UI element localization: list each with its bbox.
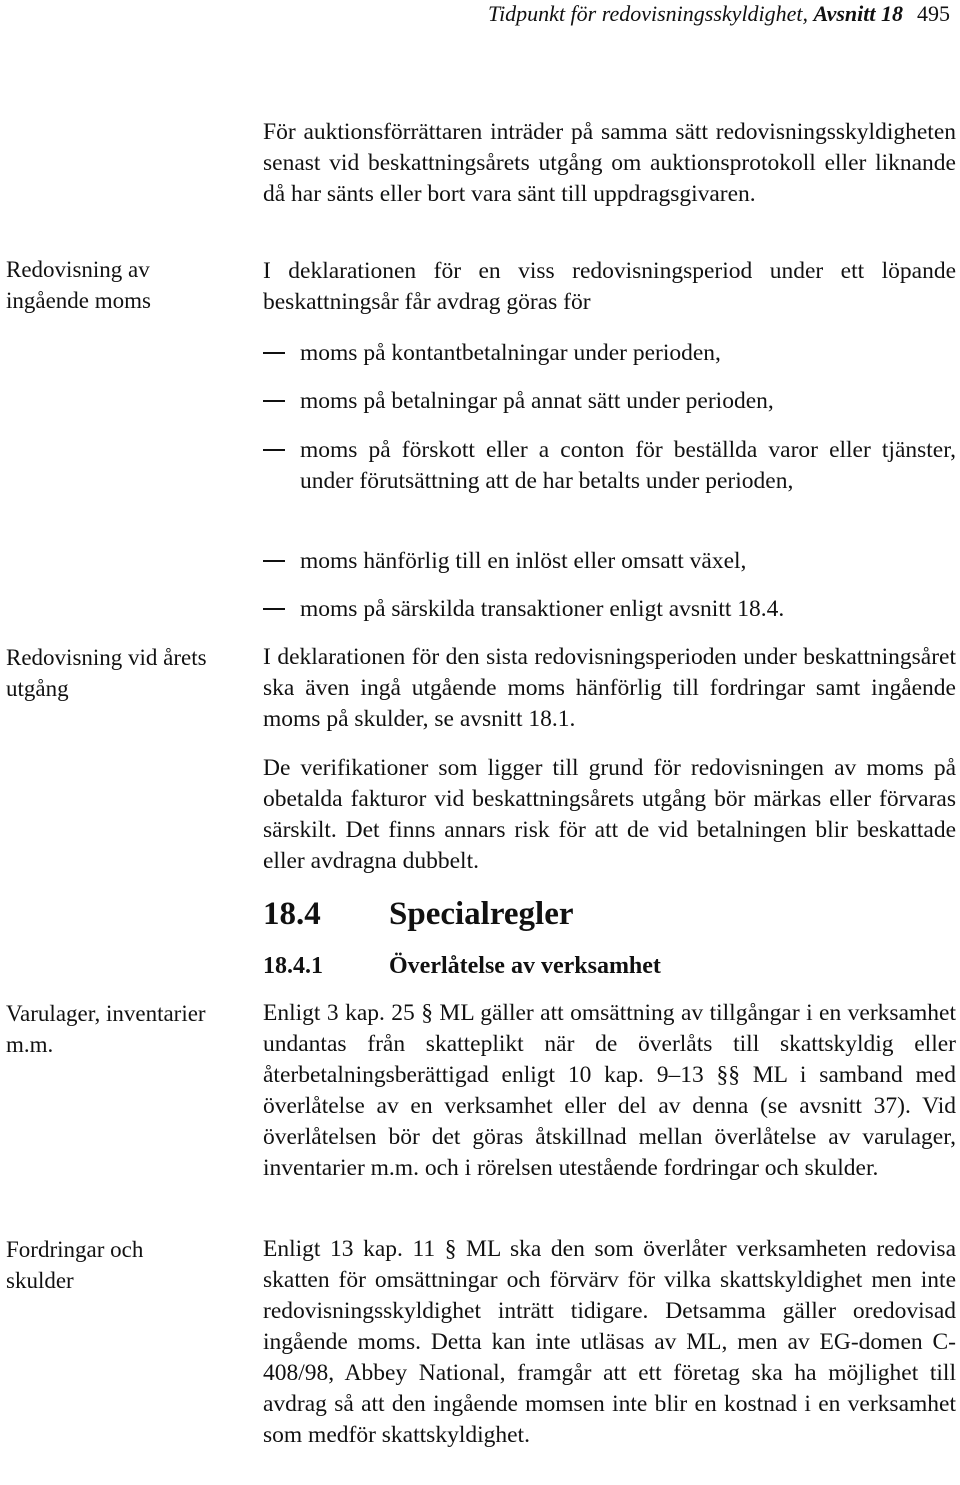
paragraph-text: Enligt 13 kap. 11 § ML ska den som överlåter verksamheten redovisa skatten för omsättningar och förvärv för vilka skattskyldighet men inte redovisningsskyldighet inträtt tidigare. Detsamma gäller oredovisad ingående moms. Detta kan inte utläsas av ML, men av EG-domen C-408/98, Abbey National, framgår att ett företag ska ha möjlighet till avdrag så att den ingående momsen inte blir en kostnad i en verksamhet som medför skattskyldighet.: [263, 1236, 956, 1448]
list-item: [263, 435, 956, 497]
section-label: Avsnitt 18: [813, 1, 903, 26]
paragraph-text: För auktionsförrättaren inträder på samma sätt redovisningsskyldigheten senast vid beskattningsårets utgång om auktionsprotokoll eller liknande då har sänts eller bort vara sänt till uppdragsgivaren.: [263, 119, 956, 207]
paragraph-deklaration-lopande: [263, 256, 956, 318]
list-item: [263, 594, 956, 625]
section-number: 18.4: [263, 896, 321, 932]
paragraph-text: De verifikationer som ligger till grund för redovisningen av moms på obetalda fakturor vid beskattningsårets utgång bör märkas eller förvaras särskilt. Det finns annars risk för att de vid betalningen blir beskattade eller avdragna dubbelt.: [263, 755, 956, 874]
list-item-text: moms på kontantbetalningar under perioden,: [300, 340, 721, 366]
paragraph-auktionsforrattare: [263, 117, 956, 210]
running-title: Tidpunkt för redovisningsskyldighet,: [488, 1, 814, 26]
margin-note-arets-utgang: Redovisning vid årets utgång: [6, 645, 207, 701]
list-item: [263, 546, 956, 577]
paragraph-enligt-3-kap: [263, 998, 956, 1184]
subsection-number: 18.4.1: [263, 953, 323, 979]
paragraph-text: I deklarationen för en viss redovisningsperiod under ett löpande beskattningsår får avdrag göras för: [263, 258, 956, 315]
paragraph-text: Enligt 3 kap. 25 § ML gäller att omsättning av tillgångar i en verksamhet undantas från skatteplikt när de överlåts till skattskyldig eller återbetalningsberättigad enligt 10 kap. 9–13 §§ ML i samband med överlåtelse av en verksamhet eller del av denna (se avsnitt 37). Vid överlåtelsen bör det göras åtskillnad mellan överlåtelse av varulager, inventarier m.m. och i rörelsen utestående fordringar och skulder.: [263, 1000, 956, 1181]
subsection-heading: [263, 951, 661, 981]
paragraph-enligt-13-kap: [263, 1234, 956, 1451]
section-title: Specialregler: [389, 896, 574, 932]
list-item: [263, 338, 956, 369]
dash-bullet: [263, 608, 285, 610]
subsection-title: Överlåtelse av verksamhet: [389, 953, 661, 979]
margin-note-varulager: Varulager, inventarier m.m.: [6, 1001, 206, 1057]
list-item-text: moms på särskilda transaktioner enligt avsnitt 18.4.: [300, 596, 785, 622]
paragraph-verifikationer: [263, 753, 956, 877]
margin-note-redovisning-ingaende: Redovisning av ingående moms: [6, 257, 151, 313]
section-heading: [263, 894, 574, 934]
page-number: 495: [917, 1, 950, 26]
list-item: [263, 386, 956, 417]
paragraph-text: I deklarationen för den sista redovisningsperioden under beskattningsåret ska även ingå utgående moms hänförlig till fordringar samt ingående moms på skulder, se avsnitt 18.1.: [263, 644, 956, 732]
list-item-text: moms på förskott eller a conton för beställda varor eller tjänster, under förutsättning att de har betalts under perioden,: [300, 437, 956, 494]
list-item-text: moms på betalningar på annat sätt under perioden,: [300, 388, 774, 414]
dash-bullet: [263, 352, 285, 354]
paragraph-sista-period: [263, 642, 956, 735]
dash-bullet: [263, 400, 285, 402]
running-header: [488, 0, 950, 28]
dash-bullet: [263, 449, 285, 451]
list-item-text: moms hänförlig till en inlöst eller omsatt växel,: [300, 548, 747, 574]
margin-note-fordringar: Fordringar och skulder: [6, 1237, 144, 1293]
dash-bullet: [263, 560, 285, 562]
